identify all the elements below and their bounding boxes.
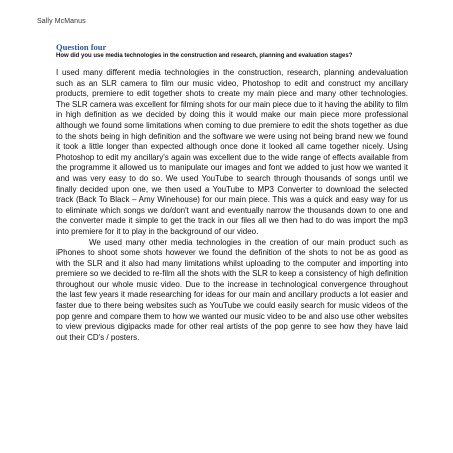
author-name: Sally McManus xyxy=(37,18,86,25)
paragraph-1: I used many different media technologies in the construction, research, planning andevaluation such as an SLR camera to film our music video, Photoshop to edit and construct my ancillary products, premiere to edit together shots to create my main piece and many other technologies. The SLR camera was excellent for filming shots for our main piece due to it having the ability to film in high definition as we decided by doing this it would make our main piece more professional although we found some limitations when coming to due premiere to edit the shots together as due to the shots being in high definition and the software we were using not being brand new we found it took a little longer than expected although once done it looked all came together nicely. Using Photoshop to edit my ancillary's again was excellent due to the wide range of effects available from the programme it allowed us to manipulate our images and font we added to just how we wanted it and was very easy to do so. We used YouTube to search through thousands of songs until we finally decided upon one, we then used a YouTube to MP3 Converter to download the selected track (Back To Black – Amy Winehouse) for our main piece. This was a quick and easy way for us to eliminate which songs we do/don't want and eventually narrow the thousands down to one and the converter made it simple to get the track in our files all we then had to do was import the mp3 into premiere for it to play in the background of our video. xyxy=(56,68,408,236)
paragraph-2: We used many other media technologies in the creation of our main product such as iPhones to shoot some shots however we found the definition of the shots to not be as good as with the SLR and it also had many limitations whilst uploading to the computer and importing into premiere so we decided to re-film all the shots with the SLR to keep a consistency of high definition throughout our whole music video. Due to the increase in technological convergence throughout the last few years it made researching for ideas for our main and ancillary products a lot easier and faster due to there being websites such as YouTube we could easily search for music videos of the pop genre and compare them to how we wanted our music video to be and also use other websites to view previous digipacks made for other real artists of the pop genre to see how they have laid out their CD's / posters. xyxy=(56,237,408,342)
question-title: Question four xyxy=(56,42,107,52)
question-prompt: How did you use media technologies in the construction and research, planning and evaluation stages? xyxy=(56,53,353,59)
answer-body xyxy=(56,68,408,343)
